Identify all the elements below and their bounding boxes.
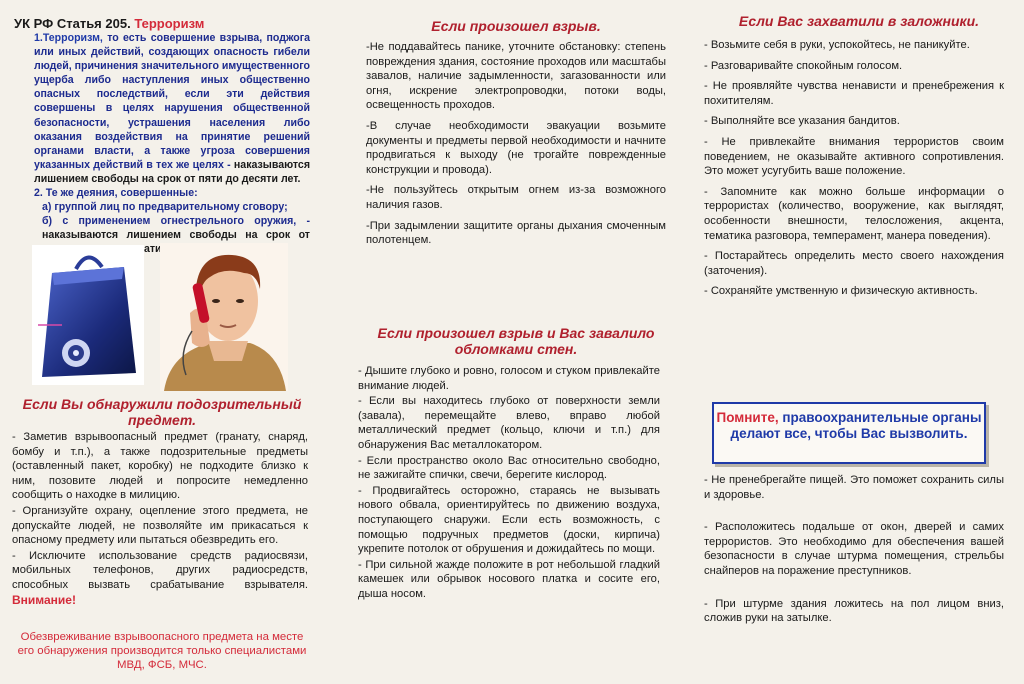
law-paragraph-2: 2. Те же деяния, совершенные:: [34, 187, 198, 200]
law-2b-text: б) с применением огнестрельного оружия, -: [42, 215, 310, 228]
list-item-text: - Исключите использование средств радиосвязи, мобильных телефонов, других радиосредств, способных вызвать срабатывание взрывателя.: [12, 549, 308, 591]
remember-text: правоохранительные органы делают все, чтобы Вас вызволить.: [730, 410, 982, 441]
attention-label: Внимание!: [12, 592, 76, 607]
law-punishment-2: наказываются лишением свободы на срок от: [42, 229, 310, 242]
list-item: - Не привлекайте внимания террористов своим поведением, не оказывайте активного сопротивления. Это может усугубить ваше положение.: [704, 135, 1004, 178]
list-item: - Возьмите себя в руки, успокойтесь, не паникуйте.: [704, 39, 970, 51]
law-title-prefix: УК РФ Статья 205.: [14, 16, 131, 31]
list-item: - Запомните как можно больше информации о террористах (количество, вооружение, как выглядят, особенности внешности, телосложения, акцента, тематика разговора, темперамент, манера поведения).: [704, 185, 1004, 242]
list-item: - Организуйте охрану, оцепление этого предмета, не допускайте людей, не позволяйте им прикасаться к опасному предмету или пытаться обезвредить его.: [12, 504, 308, 547]
law-paragraph-2a: а) группой лиц по предварительному сговору;: [42, 201, 288, 214]
heading-explosion: Если произошел взрыв.: [431, 18, 601, 34]
suspicious-bag-illustration: [32, 245, 144, 385]
law-definition: то есть совершение взрыва, поджога или иных действий, создающих опасность гибели людей, причинения значительного имущественного ущерба либо наступления иных общественно опасных последствий, если эти действия совершены в целях нарушения общественной безопасности, устрашения населения либо оказания воздействия на принятие решений органами власти, а также угроза совершения указанных действий в тех же целях -: [34, 32, 311, 171]
list-item: -Не пользуйтесь открытым огнем из-за возможного наличия газов.: [366, 184, 666, 211]
list-item: - Расположитесь подальше от окон, дверей и самих террористов. Это необходимо для обеспечения вашей безопасности в случае штурма помещения, стрельбы снайперов на поражение преступников.: [704, 521, 1004, 577]
man-on-phone-illustration: [160, 243, 288, 391]
list-item: - Если вы находитесь глубоко от поверхности земли (завала), перемещайте влево, вправо любой металлический предмет (кольцо, ключи и т.п.) для обнаружения Вас металлокатором.: [358, 395, 660, 451]
list-item: [12, 549, 308, 608]
explosion-list: [366, 40, 666, 254]
remember-box: [712, 402, 986, 464]
heading-suspicious-object: Если Вы обнаружили подозрительный предмет.: [22, 396, 302, 428]
list-item: -При задымлении защитите органы дыхания смоченным полотенцем.: [366, 219, 666, 247]
defusal-note: Обезвреживание взрывоопасного предмета на месте его обнаружения производится только специалистами МВД, ФСБ, МЧС.: [17, 631, 307, 671]
list-item: -Не поддавайтесь панике, уточните обстановку: степень повреждения здания, состояние проходов или масштабы завалов, наличие задымленности, загазованности или огня, искрение электропроводки, потоки воды, освещенность проходов.: [366, 41, 666, 112]
heading-hostages: Если Вас захватили в заложники.: [738, 13, 980, 29]
list-item: - Продвигайтесь осторожно, стараясь не вызывать нового обвала, ориентируйтесь по движению воздуха, поступающего снаружи. Если есть возможность, с помощью подручных предметов (доски, кирпича) укрепите потолок от обрушения и дожидайтесь по мощи.: [358, 484, 660, 556]
list-item: - Постарайтесь определить место своего нахождения (заточения).: [704, 250, 1004, 277]
list-item: - Заметив взрывоопасный предмет (гранату, снаряд, бомбу и т.п.), а также подозрительные предметы (оставленный пакет, коробку) не подходите близко к ним, позовите людей и попросите немедленно сообщить о находке в милицию.: [12, 431, 308, 502]
law-title: [14, 16, 204, 31]
list-item: - Если пространство около Вас относительно свободно, не зажигайте спички, свечи, берегите кислород.: [358, 454, 660, 482]
list-item: - При сильной жажде положите в рот небольшой гладкий камешек или обрывок носового платка и сосите его, дыша носом.: [358, 558, 660, 600]
list-item: - Не пренебрегайте пищей. Это поможет сохранить силы и здоровье.: [704, 474, 1004, 501]
heading-trapped-under-debris: Если произошел взрыв и Вас завалило обломками стен.: [377, 325, 655, 357]
law-paragraph-1: [12, 31, 310, 186]
list-item: - Не проявляйте чувства ненависти и пренебрежения к похитителям.: [704, 80, 1004, 107]
law-term: 1.Терроризм,: [34, 32, 103, 44]
hostage-list-continued: [704, 473, 1004, 644]
column-hostages: [696, 0, 1024, 684]
suspicious-object-list: [12, 430, 308, 609]
hostage-list: [704, 38, 1004, 305]
list-item: - Сохраняйте умственную и физическую активность.: [704, 285, 978, 298]
list-item: - Дышите глубоко и ровно, голосом и стуком привлекайте внимание людей.: [358, 365, 660, 392]
debris-list: [358, 364, 660, 603]
list-item: -В случае необходимости эвакуации возьмите документы и предметы первой необходимости и начните продвигаться к выходу (не трогайте поврежденные конструкции и провода).: [366, 119, 666, 176]
column-explosion: [336, 0, 686, 684]
column-criminal-code: [0, 0, 320, 684]
law-title-main: Терроризм: [134, 16, 205, 31]
list-item: - Разговаривайте спокойным голосом.: [704, 59, 903, 72]
law-text: [12, 31, 310, 257]
remember-label: Помните,: [716, 410, 779, 425]
list-item: - Выполняйте все указания бандитов.: [704, 115, 900, 128]
list-item: - При штурме здания ложитесь на пол лицом вниз, сложив руки на затылке.: [704, 597, 1004, 625]
law-punishment-1: наказываются лишением свободы на срок от пяти до десяти лет.: [34, 158, 310, 185]
